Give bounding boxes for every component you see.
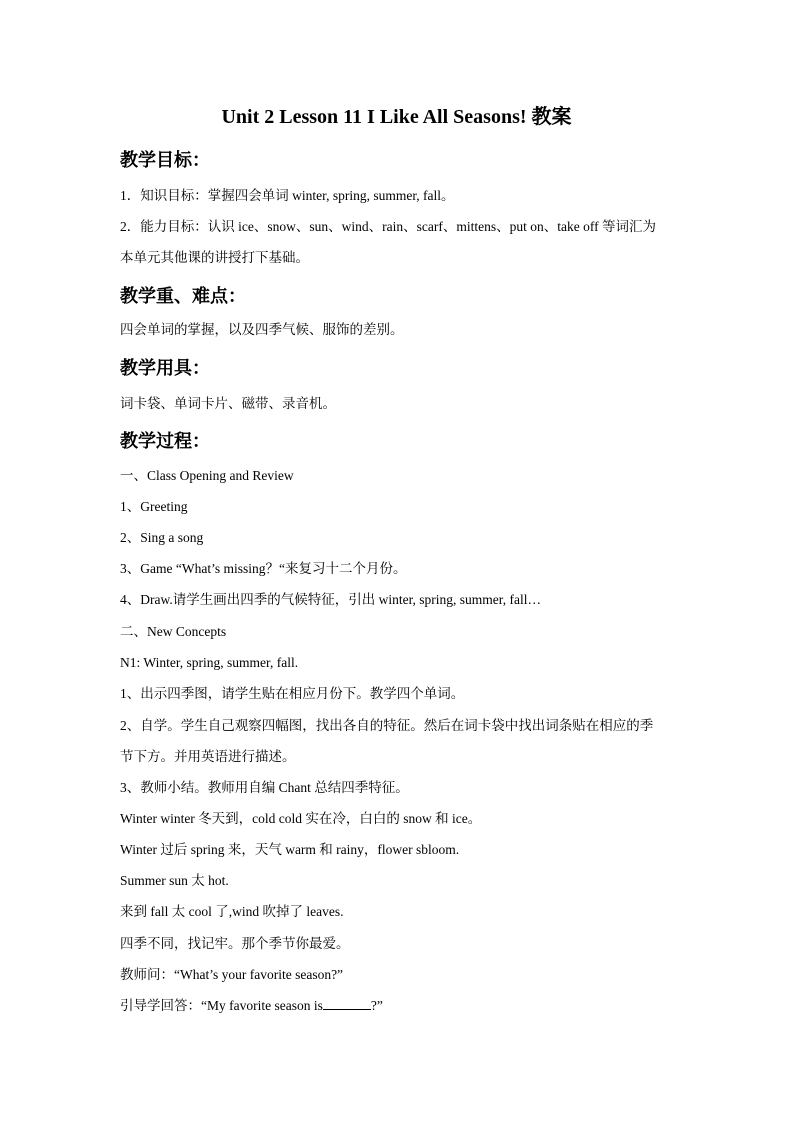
paragraph-line: 3、教师小结。教师用自编 Chant 总结四季特征。: [120, 780, 409, 795]
paragraph-line: 本单元其他课的讲授打下基础。: [120, 250, 309, 265]
paragraph-line: Winter winter 冬天到，cold cold 实在冷，白白的 snow 和 ice。: [120, 811, 482, 826]
paragraph-line: 教师问：“What’s your favorite season?”: [120, 967, 344, 982]
paragraph-line: 2．能力目标：认识 ice、snow、sun、wind、rain、scarf、mittens、put on、take off 等词汇为: [120, 219, 656, 234]
document-title: Unit 2 Lesson 11 I Like All Seasons! 教案: [221, 106, 572, 128]
paragraph-line: 四会单词的掌握，以及四季气候、服饰的差别。: [120, 322, 404, 337]
paragraph-line: N1: Winter, spring, summer, fall.: [120, 655, 299, 670]
paragraph-line: 4、Draw.请学生画出四季的气候特征，引出 winter, spring, summer, fall…: [120, 592, 541, 607]
paragraph-line: 1．知识目标：掌握四会单词 winter, spring, summer, fall。: [120, 188, 455, 203]
answer-suffix: ?”: [370, 998, 383, 1013]
paragraph-line: 四季不同，找记牢。那个季节你最爱。: [120, 936, 350, 951]
paragraph-line: 1、出示四季图，请学生贴在相应月份下。教学四个单词。: [120, 686, 465, 701]
paragraph-line: 节下方。并用英语进行描述。: [120, 749, 296, 764]
heading-objectives: 教学目标：: [120, 150, 210, 170]
paragraph-line: 一、Class Opening and Review: [120, 468, 294, 483]
answer-blank: [323, 997, 371, 1010]
heading-key-points: 教学重、难点：: [120, 286, 246, 306]
paragraph-line-with-blank: [120, 996, 383, 1016]
paragraph-line: 来到 fall 太 cool 了,wind 吹掉了 leaves.: [120, 904, 344, 919]
answer-prompt: 引导学回答：“My favorite season is: [120, 998, 323, 1013]
heading-process: 教学过程：: [120, 431, 210, 451]
paragraph-line: 1、Greeting: [120, 499, 188, 514]
paragraph-line: 3、Game “What’s missing？“来复习十二个月份。: [120, 561, 407, 576]
heading-tools: 教学用具：: [120, 358, 210, 378]
paragraph-line: Summer sun 太 hot.: [120, 873, 229, 888]
paragraph-line: 2、自学。学生自己观察四幅图，找出各自的特征。然后在词卡袋中找出词条贴在相应的季: [120, 718, 654, 733]
paragraph-line: Winter 过后 spring 来，天气 warm 和 rainy，flower sbloom.: [120, 842, 460, 857]
paragraph-line: 词卡袋、单词卡片、磁带、录音机。: [120, 396, 336, 411]
paragraph-line: 2、Sing a song: [120, 530, 204, 545]
paragraph-line: 二、New Concepts: [120, 624, 227, 639]
